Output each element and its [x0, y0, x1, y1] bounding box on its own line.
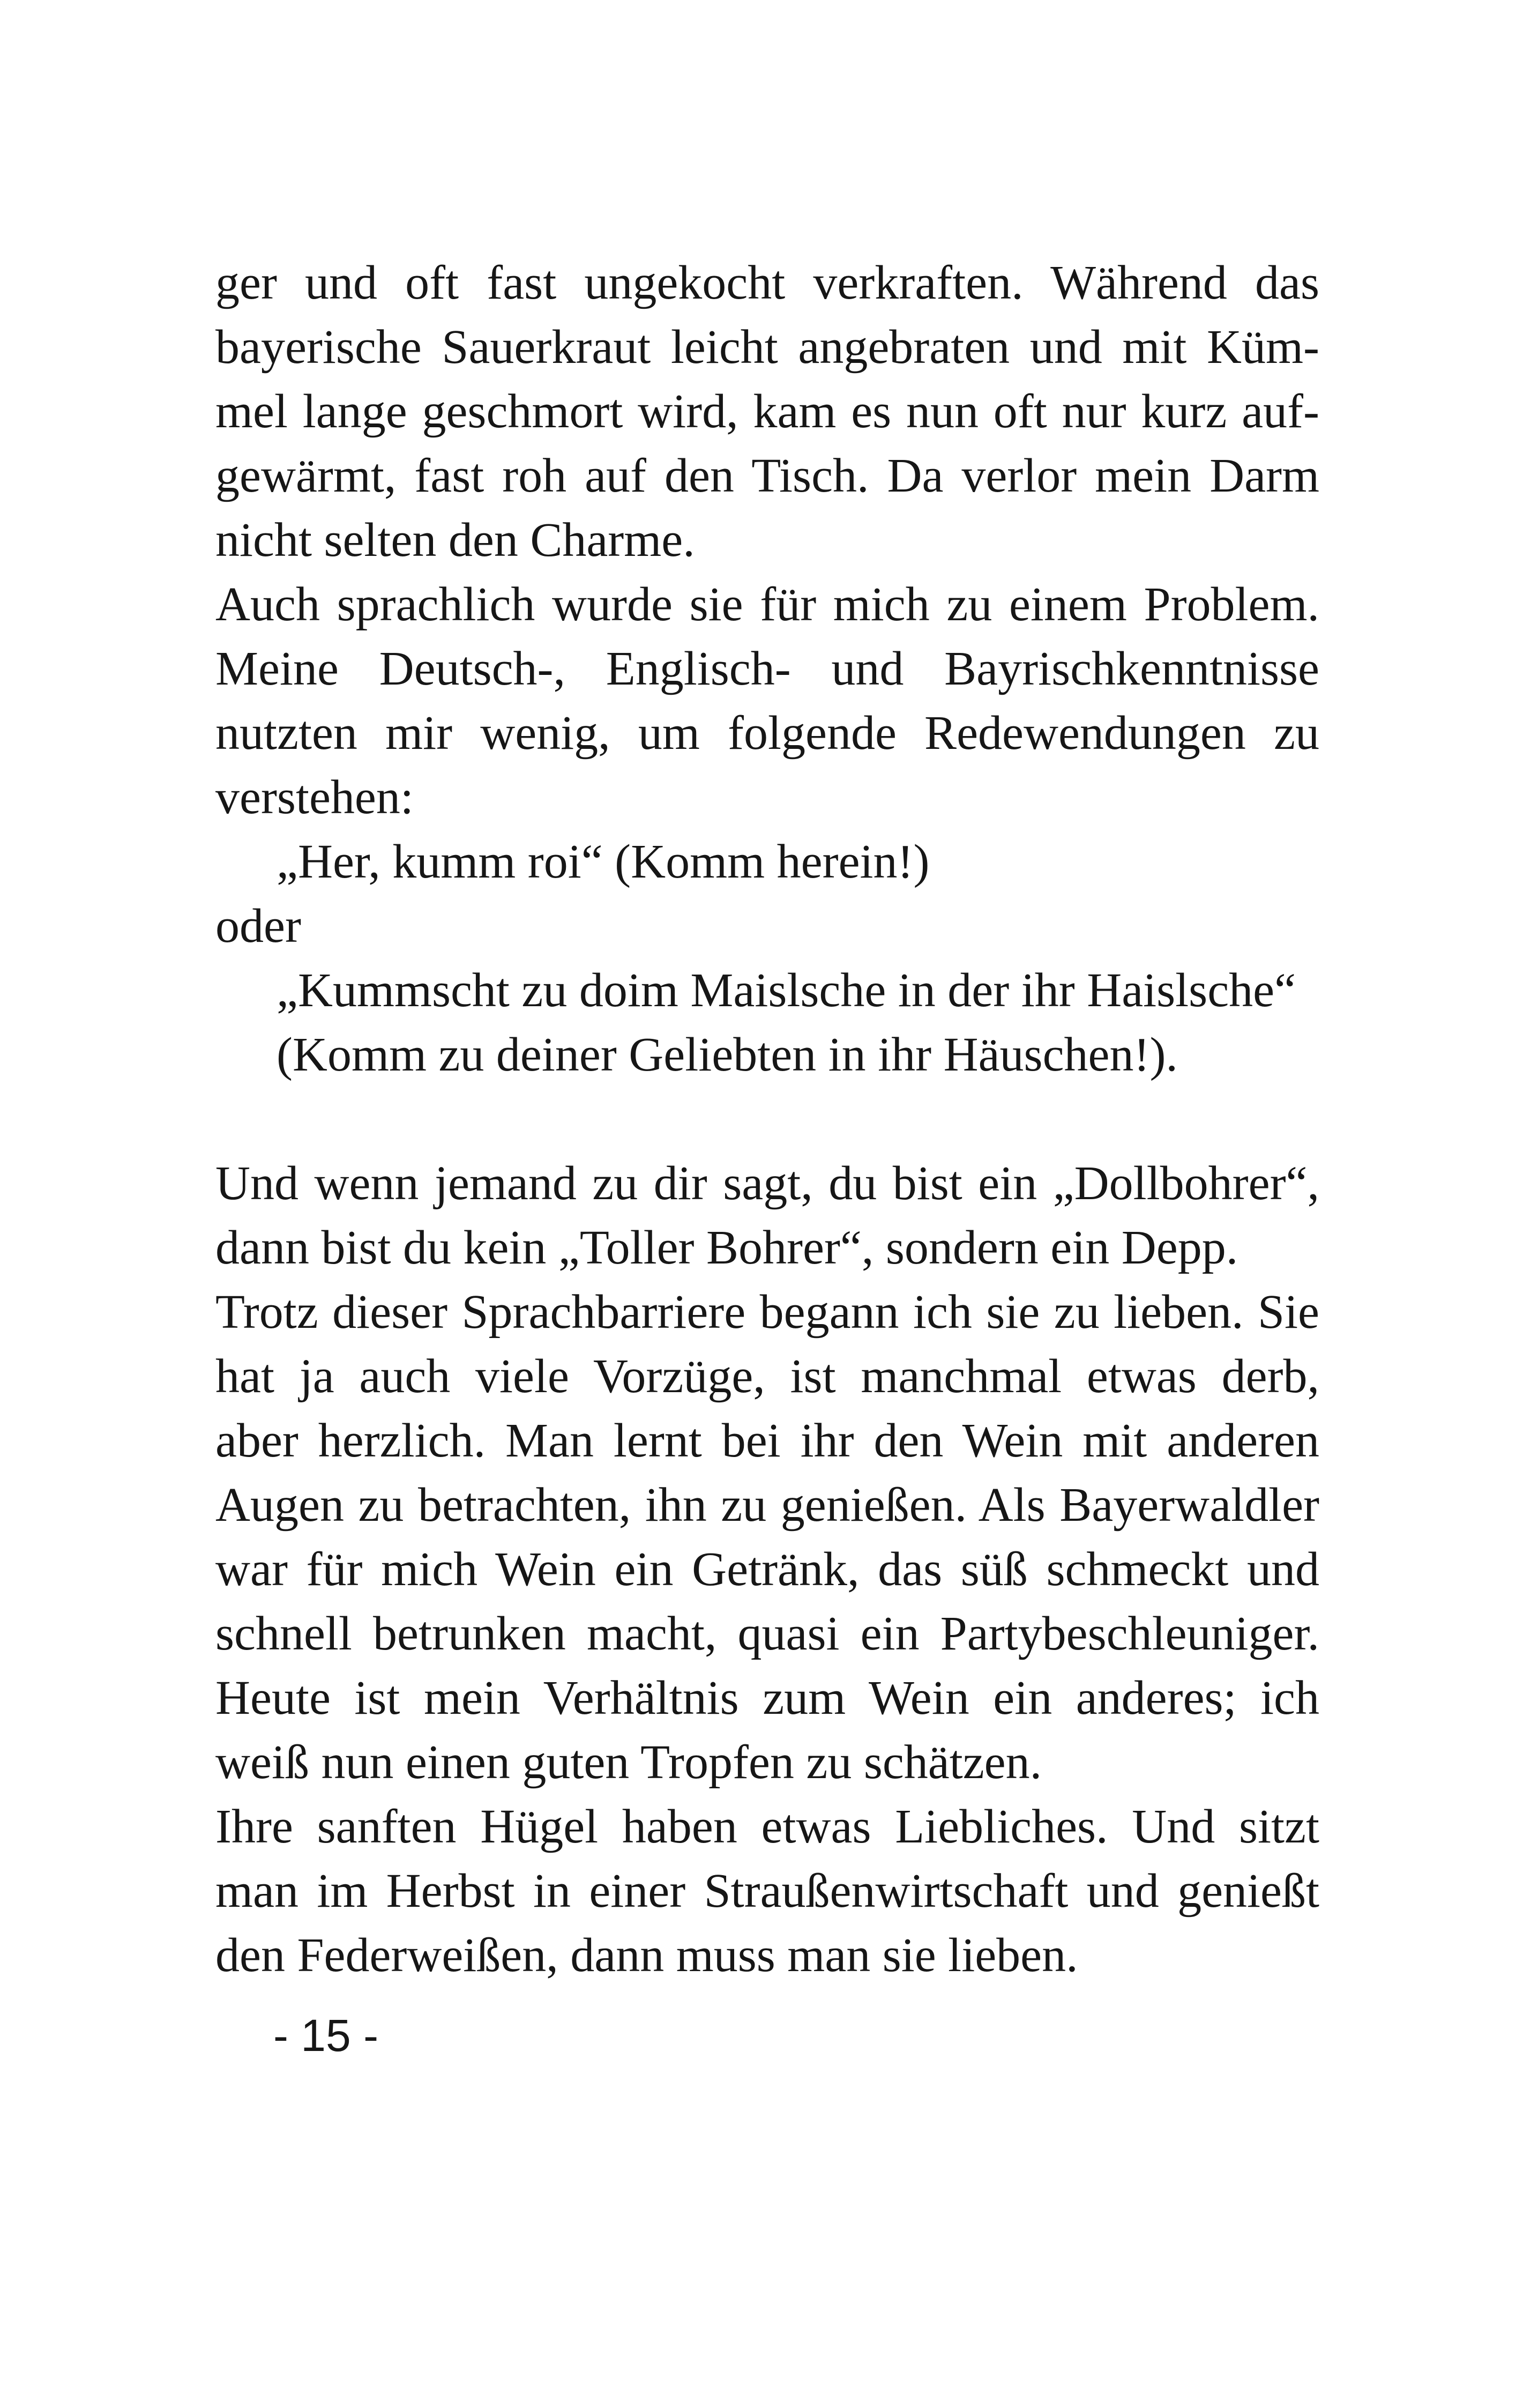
text-line: Auch sprachlich wurde sie für mich zu einem Problem. [215, 578, 1319, 631]
page-body [215, 251, 1319, 1988]
paragraph-gap [215, 1087, 1319, 1151]
text-line: Heute ist mein Verhältnis zum Wein ein anderes; ich [215, 1671, 1319, 1725]
text-line: Ihre sanften Hügel haben etwas Liebliches. Und sitzt [215, 1800, 1319, 1853]
text-line: Trotz dieser Sprachbarriere begann ich sie zu lieben. Sie [215, 1285, 1319, 1339]
quote-line: „Kummscht zu doim Maislsche in der ihr Haislsche“ [277, 964, 1296, 1017]
quote-line: (Komm zu deiner Geliebten in ihr Häuschen!). [277, 1028, 1178, 1081]
text-line: den Federweißen, dann muss man sie lieben. [215, 1929, 1078, 1982]
text-line: man im Herbst in einer Straußenwirtschaft und genießt [215, 1864, 1319, 1918]
text-line: schnell betrunken macht, quasi ein Partybeschleuniger. [215, 1607, 1319, 1660]
text-line: aber herzlich. Man lernt bei ihr den Wein mit anderen [215, 1414, 1319, 1467]
page-number: - 15 - [273, 2010, 379, 2061]
text-line: gewärmt, fast roh auf den Tisch. Da verlor mein Darm [215, 449, 1319, 502]
text-line: war für mich Wein ein Getränk, das süß schmeckt und [215, 1543, 1319, 1596]
text-line: Und wenn jemand zu dir sagt, du bist ein „Dollbohrer“, [215, 1157, 1319, 1210]
text-line: dann bist du kein „Toller Bohrer“, sondern ein Depp. [215, 1221, 1238, 1274]
text-line: Augen zu betrachten, ihn zu genießen. Als Bayerwaldler [215, 1478, 1319, 1532]
text-line: ger und oft fast ungekocht verkraften. Während das [215, 256, 1319, 309]
text-line: hat ja auch viele Vorzüge, ist manchmal etwas derb, [215, 1350, 1319, 1403]
text-line: Meine Deutsch-, Englisch- und Bayrischkenntnisse [215, 642, 1319, 695]
text-line: weiß nun einen guten Tropfen zu schätzen. [215, 1736, 1042, 1789]
text-line: bayerische Sauerkraut leicht angebraten und mit Küm- [215, 321, 1319, 374]
text-line: mel lange geschmort wird, kam es nun oft nur kurz auf- [215, 385, 1319, 438]
text-line: verstehen: [215, 771, 414, 824]
text-line: oder [215, 900, 301, 953]
text-line: nicht selten den Charme. [215, 514, 695, 567]
quote-line: „Her, kumm roi“ (Komm herein!) [277, 835, 930, 888]
text-line: nutzten mir wenig, um folgende Redewendungen zu [215, 707, 1319, 760]
